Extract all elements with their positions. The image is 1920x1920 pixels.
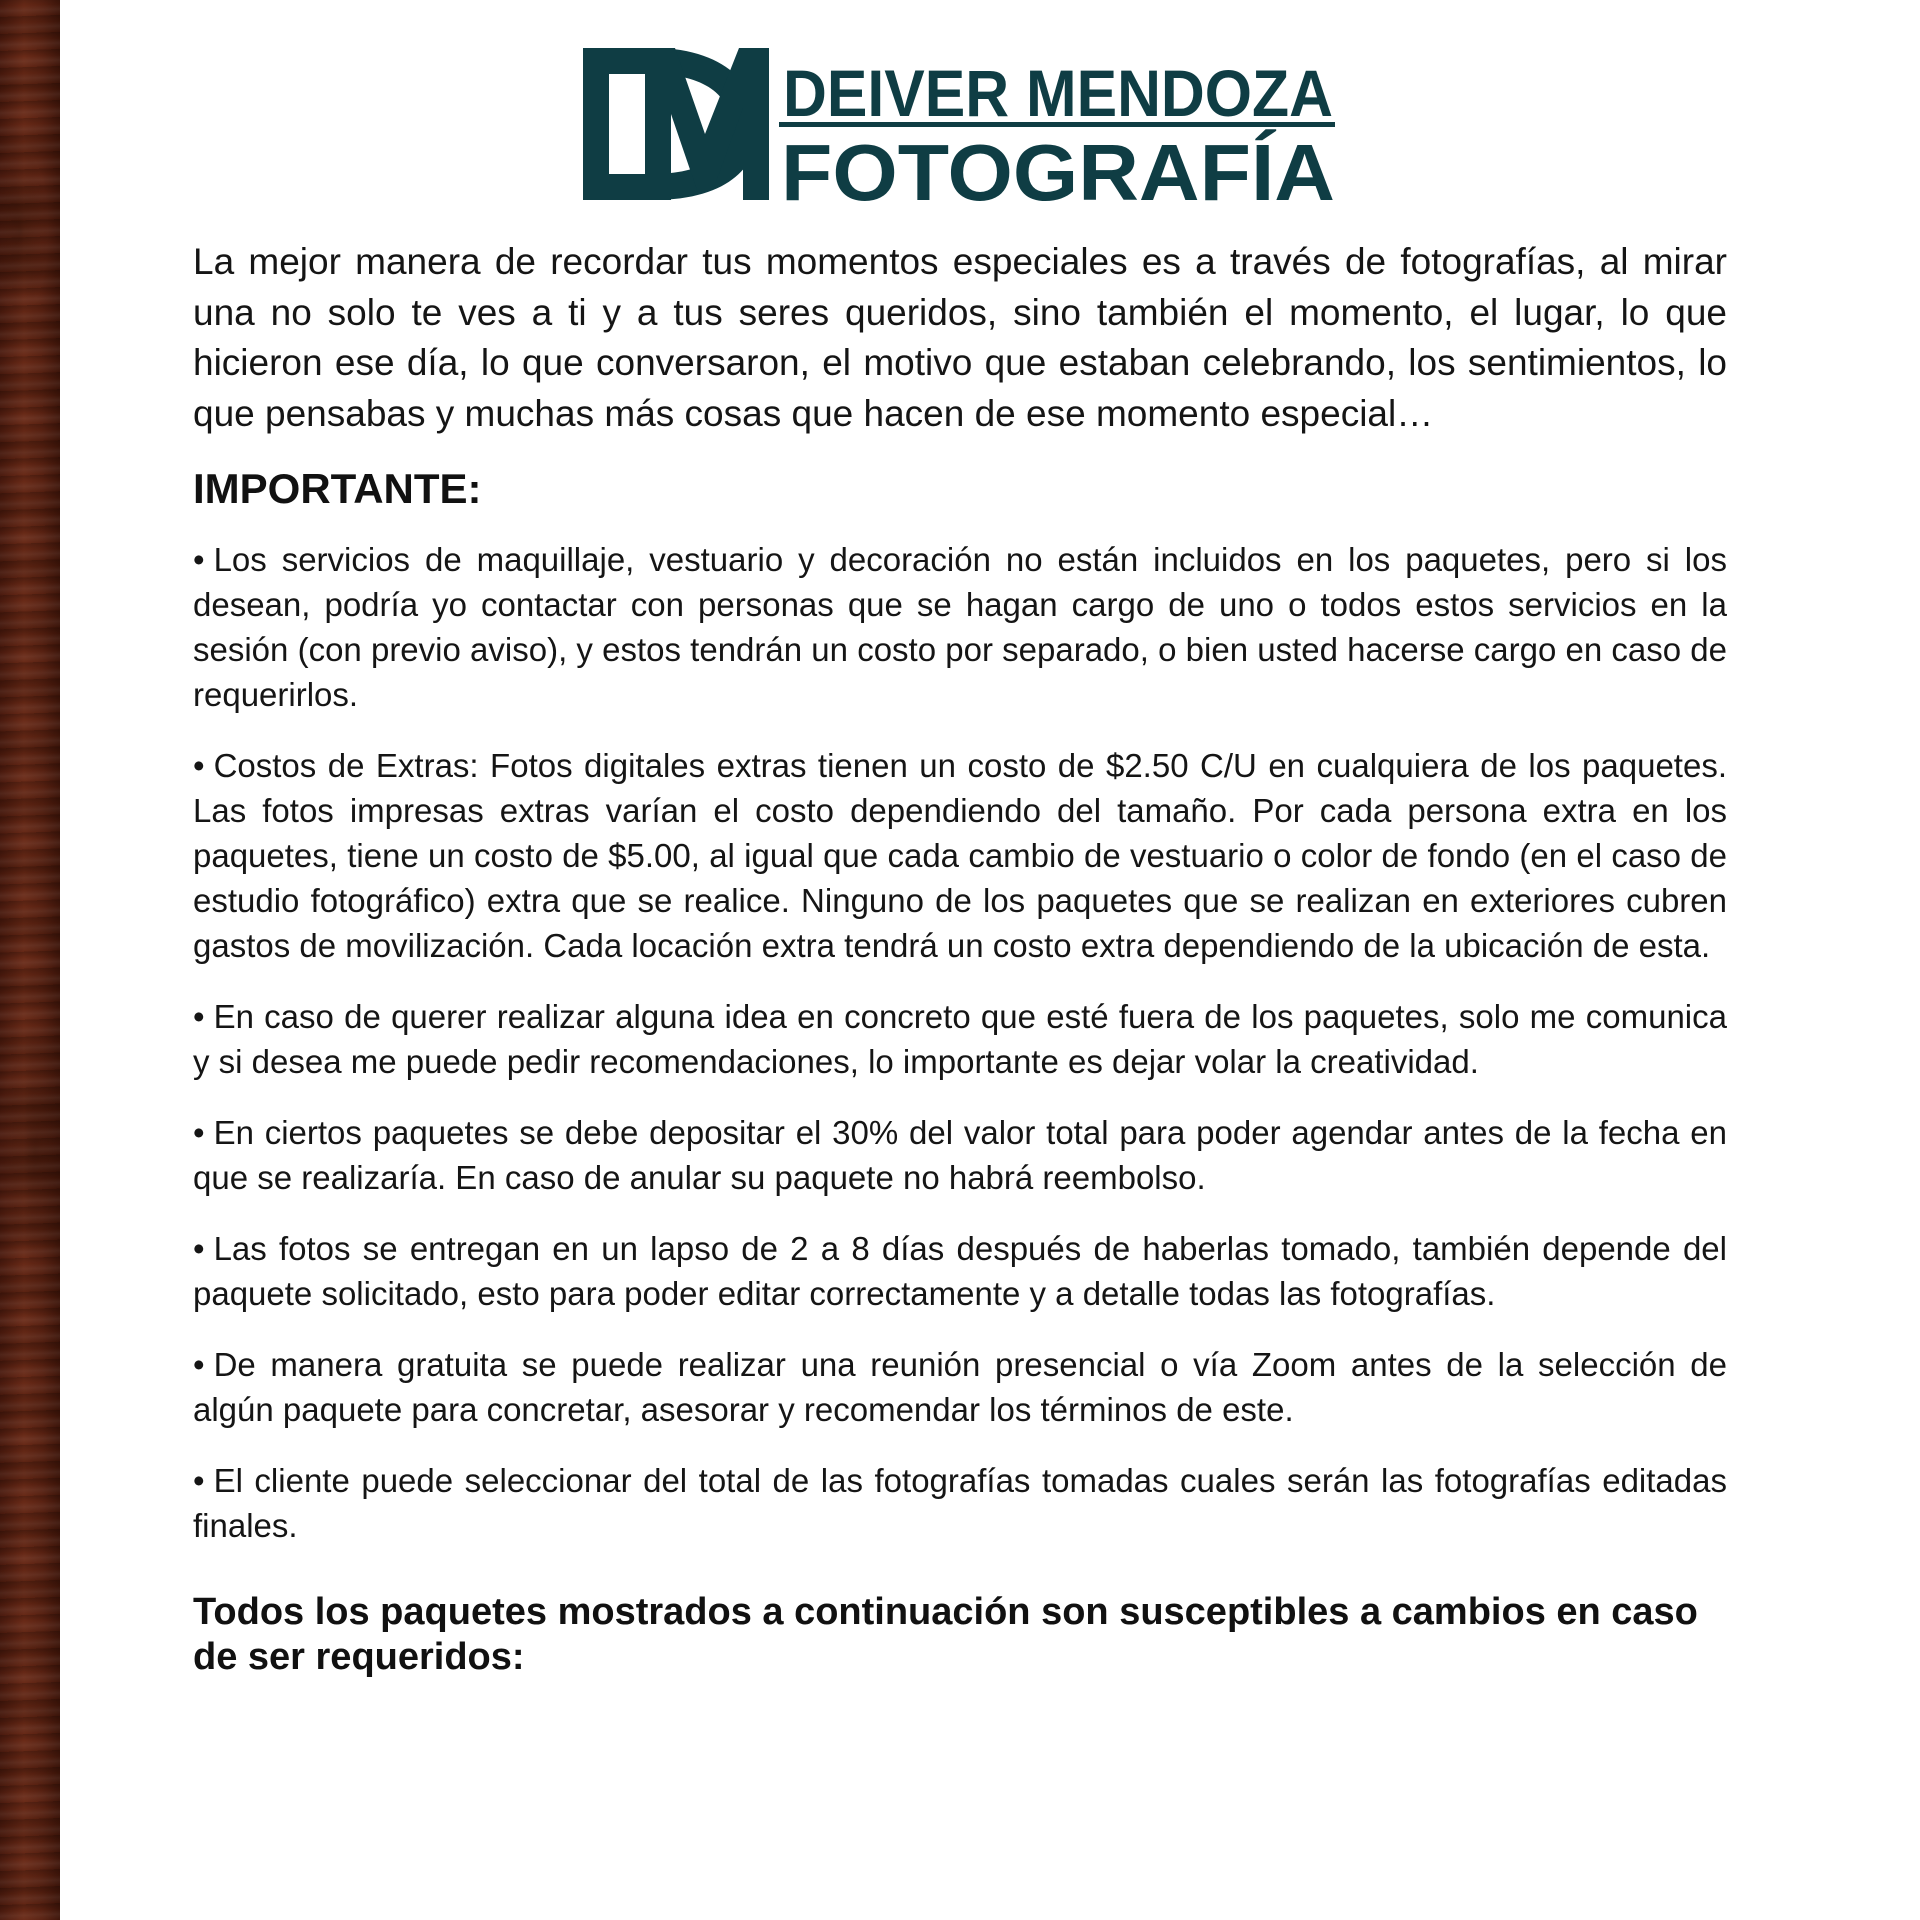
list-item-text: En ciertos paquetes se debe depositar el 30% del valor total para poder agendar antes de la fecha en que se realizaría. En caso de anular su paquete no habrá reembolso. (193, 1114, 1727, 1196)
bullet-mark: • (193, 1462, 205, 1499)
important-heading: IMPORTANTE: (193, 465, 482, 512)
list-item (193, 1458, 1727, 1548)
intro-paragraph: La mejor manera de recordar tus momentos especiales es a través de fotografías, al mirar una no solo te ves a ti y a tus seres queridos, sino también el momento, el lugar, lo que hicieron ese día, lo que conversaron, el motivo que estaban celebrando, los sentimientos, lo que pensabas y muchas más cosas que hacen de ese momento especial… (193, 241, 1727, 434)
bullet-mark: • (193, 747, 205, 784)
list-item-text: Las fotos se entregan en un lapso de 2 a 8 días después de haberlas tomado, también depende del paquete solicitado, esto para poder editar correctamente y a detalle todas las fotografías. (193, 1230, 1727, 1312)
list-item (193, 743, 1727, 968)
bullet-mark: • (193, 1114, 205, 1151)
list-item-text: Los servicios de maquillaje, vestuario y decoración no están incluidos en los paquetes, pero si los desean, podría yo contactar con personas que se hagan cargo de uno o todos estos servicios en la sesión (con previo aviso), y estos tendrán un costo por separado, o bien usted hacerse cargo en caso de requerirlos. (193, 541, 1727, 713)
bullet-mark: • (193, 998, 205, 1035)
list-item-text: En caso de querer realizar alguna idea en concreto que esté fuera de los paquetes, solo me comunica y si desea me puede pedir recomendaciones, lo importante es dejar volar la creatividad. (193, 998, 1727, 1080)
list-item-text: Costos de Extras: Fotos digitales extras tienen un costo de $2.50 C/U en cualquiera de los paquetes. Las fotos impresas extras varían el costo dependiendo del tamaño. Por cada persona extra en los paquetes, tiene un costo de $5.00, al igual que cada cambio de vestuario o color de fondo (en el caso de estudio fotográfico) extra que se realice. Ninguno de los paquetes que se realizan en exteriores cubren gastos de movilización. Cada locación extra tendrá un costo extra dependiendo de la ubicación de esta. (193, 747, 1727, 964)
packages-note: Todos los paquetes mostrados a continuación son susceptibles a cambios en caso de ser requeridos: (193, 1591, 1698, 1678)
list-item-text: De manera gratuita se puede realizar una reunión presencial o vía Zoom antes de la selección de algún paquete para concretar, asesorar y recomendar los términos de este. (193, 1346, 1727, 1428)
list-item (193, 994, 1727, 1084)
brand-subtitle: FOTOGRAFÍA (781, 128, 1335, 204)
brand-name: DEIVER MENDOZA (783, 56, 1333, 130)
bullet-mark: • (193, 1230, 205, 1267)
dm-monogram-logo (583, 44, 1335, 204)
list-item (193, 1342, 1727, 1432)
bullet-mark: • (193, 1346, 205, 1383)
list-item-text: El cliente puede seleccionar del total de las fotografías tomadas cuales serán las fotografías editadas finales. (193, 1462, 1727, 1544)
main-content (193, 237, 1727, 1680)
list-item (193, 1110, 1727, 1200)
list-item (193, 1226, 1727, 1316)
brand-logo (583, 44, 1335, 204)
bullet-mark: • (193, 541, 205, 578)
wood-border (0, 0, 60, 1920)
list-item (193, 537, 1727, 717)
important-list (193, 537, 1727, 1548)
